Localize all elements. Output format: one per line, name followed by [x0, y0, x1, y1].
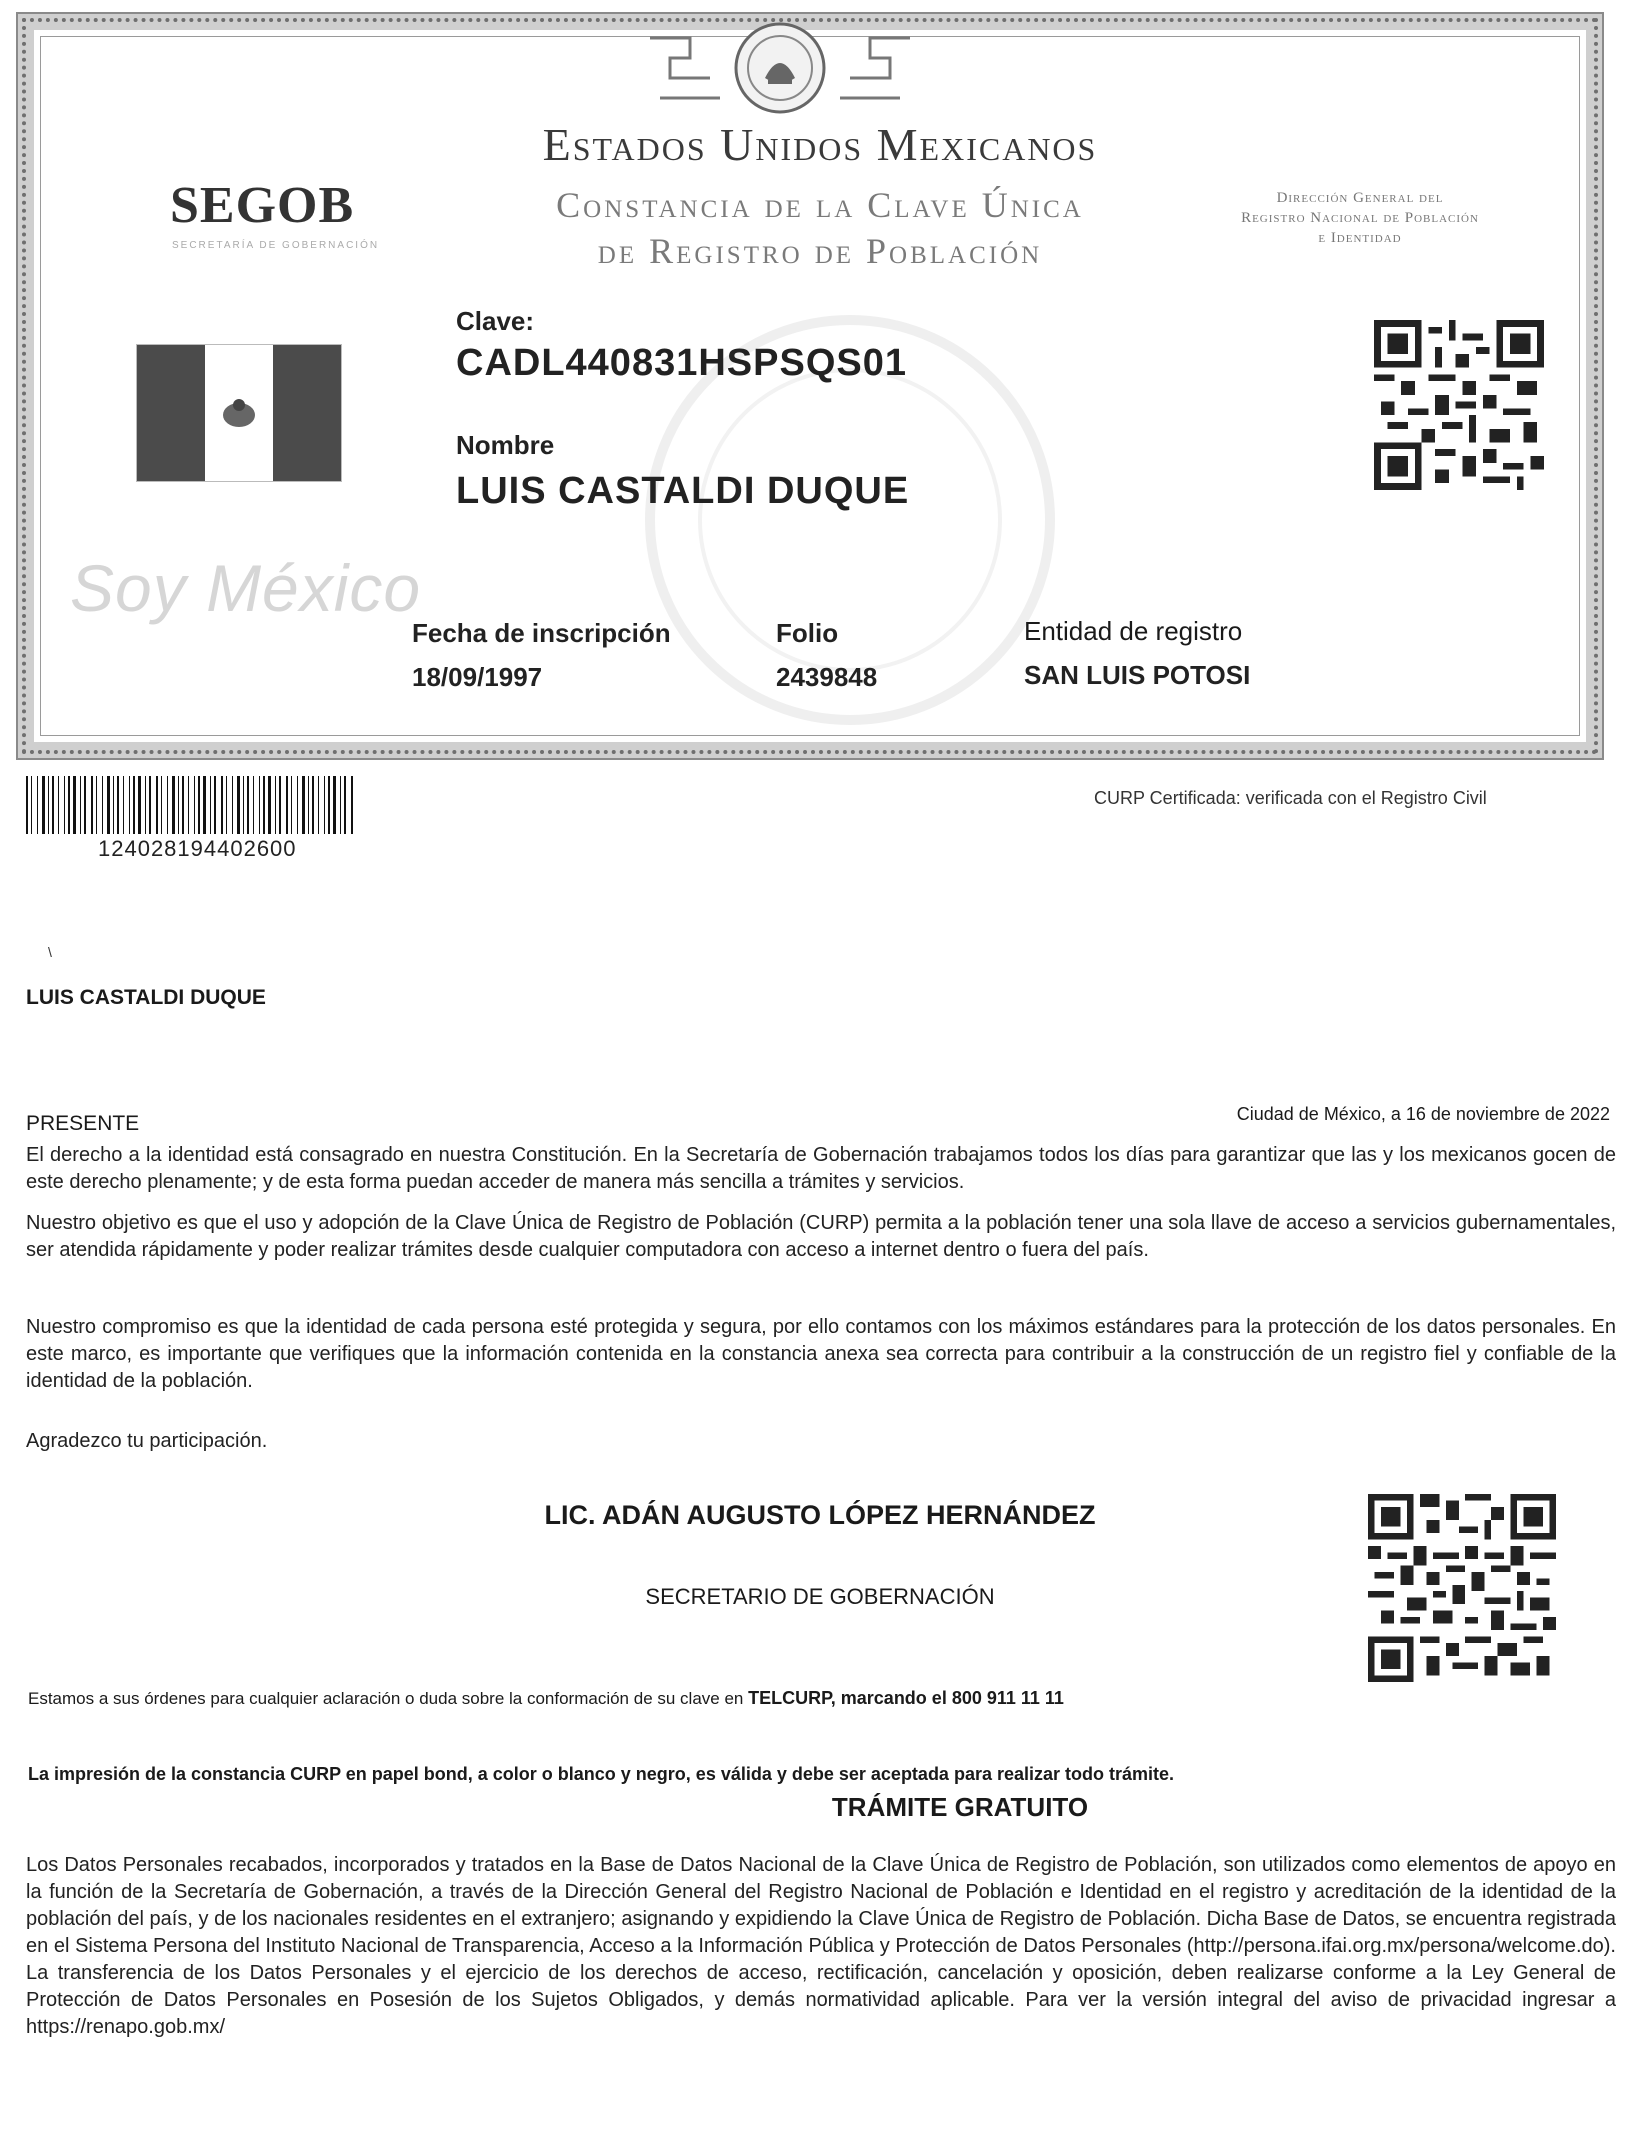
mexican-flag-icon [136, 344, 342, 482]
directorate-line3: e Identidad [1318, 230, 1402, 246]
barcode-icon [26, 776, 354, 834]
nombre-value: LUIS CASTALDI DUQUE [456, 470, 910, 512]
coat-of-arms-icon [640, 18, 920, 118]
stray-mark: \ [48, 944, 52, 960]
document-title-line1: Constancia de la Clave Única [556, 185, 1084, 225]
document-title [420, 182, 1220, 274]
print-validity-notice: La impresión de la constancia CURP en papel bond, a color o blanco y negro, es válida y debe ser aceptada para realizar todo trámite. [28, 1764, 1175, 1784]
telcurp-notice [28, 1688, 1064, 1709]
soy-mexico-slogan: Soy México [70, 551, 422, 625]
signer-name: LIC. ADÁN AUGUSTO LÓPEZ HERNÁNDEZ [544, 1500, 1096, 1530]
directorate-line1: Dirección General del [1276, 190, 1444, 206]
entidad-value: SAN LUIS POTOSI [1024, 660, 1251, 690]
clave-label: Clave: [456, 306, 535, 336]
paragraph-objective: Nuestro objetivo es que el uso y adopción de la Clave Única de Registro de Población (CURP) permita a la población tener una sola llave de acceso a servicios gubernamentales, ser atendida rápidamente y poder realizar trámites desde cualquier computadora con acceso a internet dentro o fuera del país. [26, 1212, 1616, 1261]
clave-value: CADL440831HSPSQS01 [456, 342, 907, 384]
segob-subtitle: SECRETARÍA DE GOBERNACIÓN [172, 240, 380, 251]
fecha-inscripcion-label: Fecha de inscripción [412, 618, 671, 648]
directorate-line2: Registro Nacional de Población [1241, 210, 1479, 226]
barcode-number: 124028194402600 [98, 836, 297, 861]
qr-code-icon [1374, 320, 1544, 490]
recipient-name: LUIS CASTALDI DUQUE [26, 986, 266, 1009]
document-title-line2: de Registro de Población [597, 231, 1043, 271]
folio-value: 2439848 [776, 662, 878, 692]
telcurp-text: Estamos a sus órdenes para cualquier aclaración o duda sobre la conformación de su clave en [28, 1689, 749, 1708]
presente-label: PRESENTE [26, 1112, 140, 1135]
country-title: Estados Unidos Mexicanos [542, 119, 1098, 170]
paragraph-commitment: Nuestro compromiso es que la identidad de cada persona esté protegida y segura, por ello contamos con los máximos estándares para la protección de los datos personales. En este marco, es importante que verifiques que la información contenida en la constancia anexa sea correcta para contribuir a la construcción de un registro fiel y confiable de la identidad de la población. [26, 1316, 1616, 1392]
telcurp-number: TELCURP, marcando el 800 911 11 11 [748, 1688, 1064, 1708]
folio-label: Folio [776, 618, 839, 648]
paragraph-identity: El derecho a la identidad está consagrado en nuestra Constitución. En la Secretaría de Gobernación trabajamos todos los días para garantizar que las y los mexicanos gocen de este derecho plenamente; y de esta forma puedan acceder de manera más sencilla a trámites y servicios. [26, 1144, 1616, 1193]
signer-title: SECRETARIO DE GOBERNACIÓN [645, 1584, 995, 1609]
curp-certified-note: CURP Certificada: verificada con el Registro Civil [1094, 788, 1487, 808]
privacy-notice: Los Datos Personales recabados, incorporados y tratados en la Base de Datos Nacional de la Clave Única de Registro de Población, son utilizados como elementos de apoyo en la función de la Secretaría de Gobernación, a través de la Dirección General del Registro Nacional de Población e Identidad en el registro y acreditación de la identidad de la población del país, y de los nacionales residentes en el extranjero; asignando y expidiendo la Clave Única de Registro de Población. Dicha Base de Datos, se encuentra registrada en el Sistema Persona del Instituto Nacional de Transparencia, Acceso a la Información Pública y Protección de Datos Personales (http://persona.ifai.org.mx/persona/welcome.do). La transferencia de los Datos Personales y el ejercicio de los derechos de acceso, rectificación, cancelación y oposición, deben realizarse conforme a la Ley General de Protección de Datos Personales en Posesión de los Sujetos Obligados, y demás normatividad aplicable. Para ver la versión integral del aviso de privacidad ingresar a https://renapo.gob.mx/ [26, 1854, 1616, 2038]
fecha-inscripcion-value: 18/09/1997 [412, 662, 543, 692]
directorate-name [1190, 188, 1530, 248]
qr-code-icon [1368, 1494, 1556, 1682]
thanks-text: Agradezco tu participación. [26, 1430, 268, 1452]
nombre-label: Nombre [456, 430, 555, 460]
free-procedure-title: TRÁMITE GRATUITO [831, 1792, 1089, 1822]
segob-logo: SEGOB [170, 177, 355, 234]
place-date: Ciudad de México, a 16 de noviembre de 2022 [1236, 1104, 1610, 1124]
entidad-label: Entidad de registro [1024, 616, 1243, 646]
